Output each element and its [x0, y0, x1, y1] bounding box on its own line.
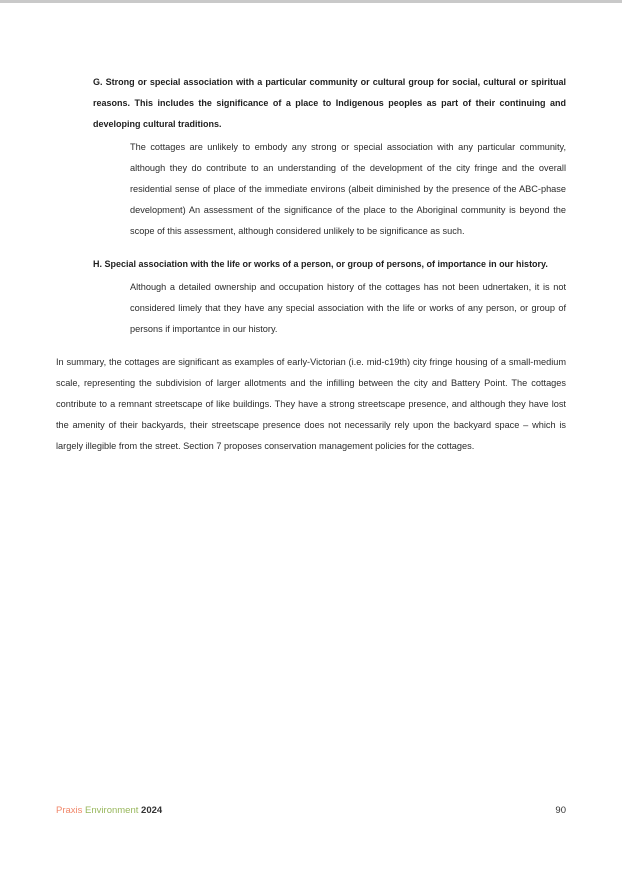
criterion-g-body: The cottages are unlikely to embody any strong or special association with any particular community, although they do contribute to an understanding of the development of the city fringe and the overall residential sense of place of the immediate environs (albeit diminished by the presence of the ABC-phase development) An assessment of the significance of the place to the Aboriginal community is beyond the scope of this assessment, although considered unlikely to be significance as such.: [130, 142, 566, 236]
criterion-g-heading: G. Strong or special association with a particular community or cultural group for social, cultural or spiritual reasons. This includes the significance of a place to Indigenous peoples as part of their continuing and developing cultural traditions.: [93, 77, 566, 129]
criterion-h-body: Although a detailed ownership and occupation history of the cottages has not been udnertaken, it is not considered limely that they have any special association with the life or works of any person, or group of persons if importantce in our history.: [130, 282, 566, 334]
page-footer: [56, 805, 566, 817]
summary-paragraph: In summary, the cottages are significant as examples of early-Victorian (i.e. mid-c19th) city fringe housing of a small-medium scale, representing the subdivision of larger allotments and the infilling between the city and Battery Point. The cottages contribute to a remnant streetscape of like buildings. They have a strong streetscape presence, and although they have lost the amenity of their backyards, their streetscape presence does not necessarily rely upon the backyard space – which is largely illegible from the street. Section 7 proposes conservation management policies for the cottages.: [56, 357, 566, 451]
page-number: 90: [555, 805, 566, 816]
footer-brand-word1: Praxis: [56, 805, 83, 816]
footer-brand-year: 2024: [141, 805, 163, 816]
footer-brand: [56, 805, 162, 817]
criterion-h-heading: H. Special association with the life or works of a person, or group of persons, of importance in our history.: [93, 259, 548, 269]
document-page: [56, 0, 566, 457]
footer-brand-word2: Environment: [85, 805, 139, 816]
